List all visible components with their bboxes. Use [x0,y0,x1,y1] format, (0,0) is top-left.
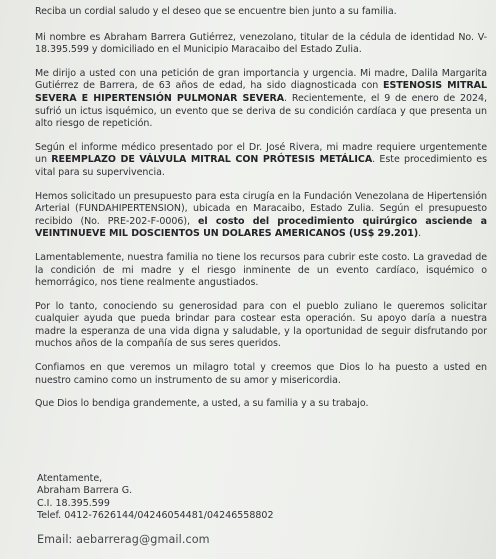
blessing-paragraph: Que Dios lo bendiga grandemente, a usted, a su familia y a su trabajo. [35,398,369,410]
sender-email: Email: aebarrerag@gmail.com [37,533,210,546]
identity-paragraph: Mi nombre es Abraham Barrera Gutiérrez, venezolano, titular de la cédula de identidad No. V-18.395.599 y domiciliado en el Municipio Maracaibo del Estado Zulia. [35,31,487,56]
procedure-text-end: . Este procedimiento es vital para su supervivencia. [35,154,487,178]
signature-block [37,473,274,523]
budget-text-end: . [418,228,422,240]
procedure-paragraph [35,142,487,180]
diagnosis-paragraph [35,68,487,131]
budget-amount: el costo del procedimiento quirúrgico asciende a VEINTINUEVE MIL DOSCIENTOS UN DOLARES AMERICANOS (US$ 29.201) [35,215,487,240]
procedure-text: Según el informe médico presentado por el Dr. José Rivera, mi madre requiere urgentemente un [35,141,487,166]
diagnosis-text: Me dirijo a usted con una petición de gran importancia y urgencia. Mi madre, Dalila Margarita Gutiérrez de Barrera, de 63 años de edad, ha sido diagnosticada con [35,67,487,92]
salutation: Atentamente, [37,473,103,484]
budget-text: Hemos solicitado un presupuesto para esta cirugía en la Fundación Venezolana de Hipertensión Arterial (FUNDAHIPERTENSION), ubicada en Maracaibo, Estado Zulia. Según el presupuesto recibido (No. PRE-202-F-0006), [35,190,487,227]
greeting-paragraph: Reciba un cordial saludo y el deseo que se encuentre bien junto a su familia. [35,6,397,17]
faith-paragraph: Confiamos en que veremos un milagro total y creemos que Dios lo ha puesto a usted en nuestro camino como un instrumento de su amor y misericordia. [35,362,487,386]
diagnosis-text-end: . Recientemente, el 9 de enero de 2024, sufrió un ictus isquémico, un evento que se deriva de su condición cardíaca y que presenta un alto riesgo de repetición. [35,92,487,130]
sender-phone: Telef. 0412-7626144/04246054481/04246558802 [37,510,274,522]
diagnosis-condition: ESTENOSIS MITRAL SEVERA E HIPERTENSIÓN PULMONAR SEVERA [35,80,487,104]
sender-id: C.I. 18.395.599 [37,497,110,509]
resources-paragraph: Lamentablemente, nuestra familia no tiene los recursos para cubrir este costo. La gravedad de la condición de mi madre y el riesgo inminente de un evento cardíaco, isquémico o hemorrágico, nos tiene realmente angustiados. [35,251,487,289]
request-paragraph: Por lo tanto, conociendo su generosidad para con el pueblo zuliano le queremos solicitar cualquier ayuda que pueda brindar para costear esta operación. Su apoyo daría a nuestra madre la esperanza de una vida digna y saludable, y la oportunidad de seguir disfrutando por muchos años de la compañía de sus seres queridos. [35,300,487,350]
sender-name: Abraham Barrera G. [37,485,133,497]
letter-body [35,6,487,422]
budget-paragraph [35,191,487,241]
procedure-name: REEMPLAZO DE VÁLVULA MITRAL CON PRÓTESIS METÁLICA [51,154,373,166]
